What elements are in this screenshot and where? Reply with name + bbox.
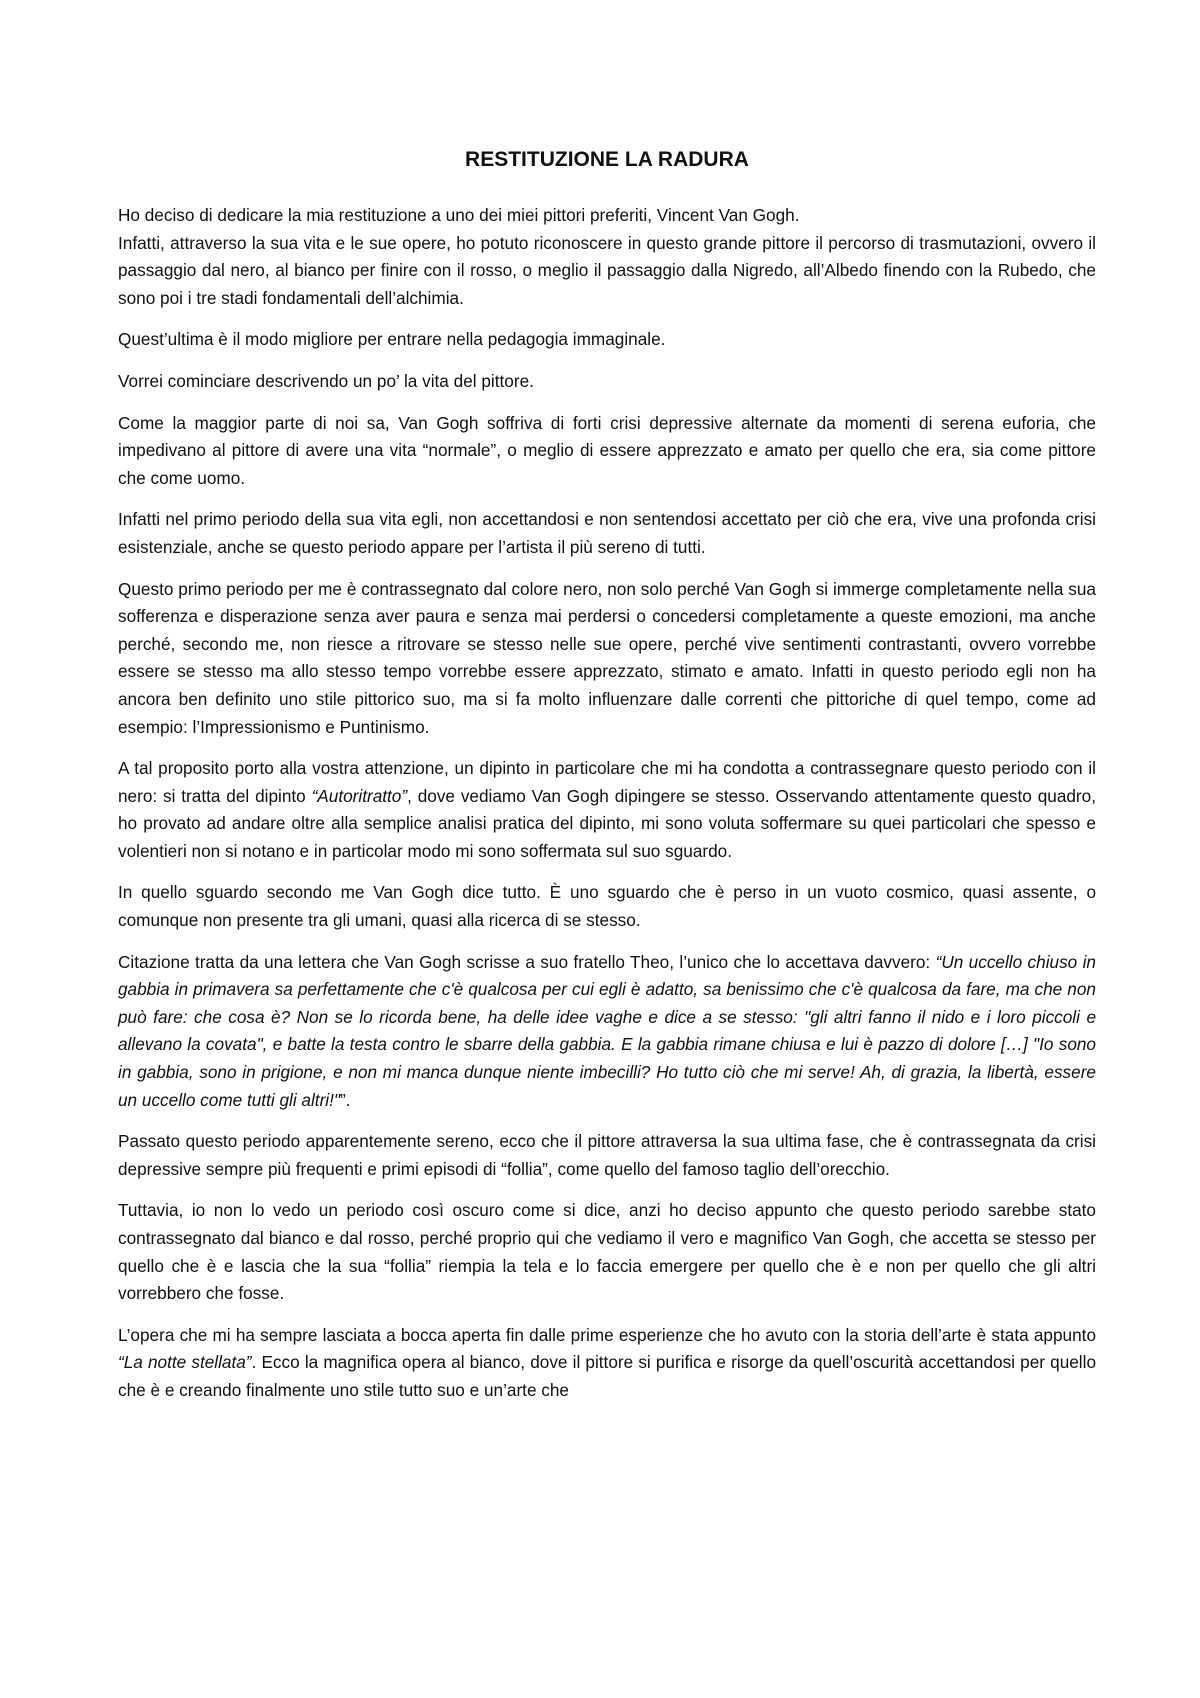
letter-quote-end: ”. <box>340 1089 351 1110</box>
paragraph-intro: Ho deciso di dedicare la mia restituzione a uno dei miei pittori preferiti, Vincent Van Gogh. <box>118 205 800 225</box>
starry-night-text-a: L’opera che mi ha sempre lasciata a bocca aperta fin dalle prime esperienze che ho avuto con la storia dell’arte è stata appunto <box>118 1324 1096 1345</box>
paragraph-gaze: In quello sguardo secondo me Van Gogh dice tutto. È uno sguardo che è perso in un vuoto cosmico, quasi assente, o comunque non presente tra gli umani, quasi alla ricerca di se stesso. <box>118 882 1096 931</box>
paragraph-self-portrait-text-a: A tal proposito porto alla vostra attenzione, un dipinto in particolare che mi ha condotta a contrassegnare questo periodo con il nero: si tratta del dipinto <box>118 758 1096 806</box>
paragraph-white-red: Tuttavia, io non lo vedo un periodo così oscuro come si dice, anzi ho deciso appunto che questo periodo sarebbe stato contrassegnato dal bianco e dal rosso, perché proprio qui che vediamo il vero e magnifico Van Gogh, che accetta se stesso per quello che è e lascia che la sua “follia” riempia la tela e lo faccia emergere per quello che è e non per quello che gli altri vorrebbero che fosse. <box>118 1200 1096 1304</box>
paragraph-depression: Come la maggior parte di noi sa, Van Gogh soffriva di forti crisi depressive alternate da momenti di serena euforia, che impedivano al pittore di avere una vita “normale”, o meglio di essere apprezzato e amato per quello che era, sia come pittore che come uomo. <box>118 412 1096 488</box>
paragraph-self-portrait <box>118 755 1096 865</box>
paragraph-letter-quote <box>118 949 1096 1115</box>
paragraph-starry-night <box>118 1322 1096 1405</box>
starry-night-title: “La notte stellata” <box>118 1352 252 1373</box>
paragraph-black-color: Questo primo periodo per me è contrassegnato dal colore nero, non solo perché Van Gogh si immerge completamente nella sua sofferenza e disperazione senza aver paura e senza mai perdersi o concedersi completamente a queste emozioni, ma anche perché, secondo me, non riesce a ritrovare se stesso nelle sue opere, perché vive sentimenti contrastanti, ovvero vorrebbe essere se stesso ma allo stesso tempo vorrebbe essere apprezzato, stimato e amato. Infatti in questo periodo egli non ha ancora ben definito uno stile pittorico suo, ma si fa molto influenzare dalle correnti che pittoriche di quel tempo, come ad esempio: l’Impressionismo e Puntinismo. <box>118 578 1096 737</box>
document-title: RESTITUZIONE LA RADURA <box>465 148 749 171</box>
self-portrait-title: “Autoritratto” <box>311 785 408 806</box>
document-page <box>118 146 1096 1419</box>
paragraph-alchemy: Infatti, attraverso la sua vita e le sue opere, ho potuto riconoscere in questo grande pittore il percorso di trasmutazioni, ovvero il passaggio dal nero, al bianco per finire con il rosso, o meglio il passaggio dalla Nigredo, all’Albedo finendo con la Rubedo, che sono poi i tre stadi fondamentali dell’alchimia. <box>118 232 1096 308</box>
paragraph-first-period: Infatti nel primo periodo della sua vita egli, non accettandosi e non sentendosi accettato per ciò che era, vive una profonda crisi esistenziale, anche se questo periodo appare per l’artista il più sereno di tutti. <box>118 509 1096 557</box>
paragraph-life: Vorrei cominciare descrivendo un po’ la vita del pittore. <box>118 370 534 391</box>
letter-quote: “Un uccello chiuso in gabbia in primavera sa perfettamente che c'è qualcosa per cui egli è adatto, sa benissimo che c'è qualcosa da fare, ma che non può fare: che cosa è? Non se lo ricorda bene, ha delle idee vaghe e dice a se stesso: "gli altri fanno il nido e i loro piccoli e allevano la covata", e batte la testa contro le sbarre della gabbia. E la gabbia rimane chiusa e lui è pazzo di dolore […] "Io sono in gabbia, sono in prigione, e non mi manca dunque niente imbecilli? Ho tutto ciò che mi serve! Ah, di grazia, la libertà, essere un uccello come tutti gli altri!" <box>118 951 1096 1110</box>
paragraph-pedagogy: Quest’ultima è il modo migliore per entrare nella pedagogia immaginale. <box>118 329 666 350</box>
starry-night-text-b: . Ecco la magnifica opera al bianco, dove il pittore si purifica e risorge da quell’oscurità accettandosi per quello che è e creando finalmente uno stile tutto suo e un’arte che <box>118 1352 1097 1400</box>
letter-intro: Citazione tratta da una lettera che Van Gogh scrisse a suo fratello Theo, l’unico che lo accettava davvero: <box>118 951 936 972</box>
paragraph-self-portrait-text-b: , dove vediamo Van Gogh dipingere se stesso. Osservando attentamente questo quadro, ho provato ad andare oltre alla semplice analisi pratica del dipinto, mi sono voluta soffermare su quei particolari che spesso e volentieri non si notano e in particolar modo mi sono soffermata sul suo sguardo. <box>118 785 1096 861</box>
paragraph-last-phase: Passato questo periodo apparentemente sereno, ecco che il pittore attraversa la sua ultima fase, che è contrassegnata da crisi depressive sempre più frequenti e primi episodi di “follia”, come quello del famoso taglio dell’orecchio. <box>118 1131 1096 1179</box>
